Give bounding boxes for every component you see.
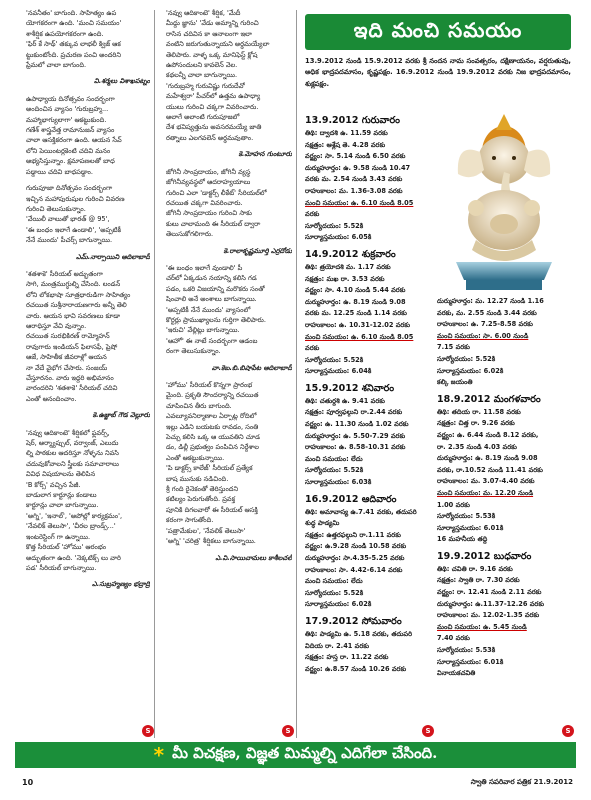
letter-line: వారందరిని 'శతశాకె' సీరియల్ చదివి [26, 384, 118, 393]
letter-line: 'వేయిలీ వాలుతో భారత్ @ 95', [26, 215, 110, 224]
schedule-line: వరకు మ. 12.25 నుండి 1.14 వరకు [305, 309, 407, 318]
letter-line: లోని పెయింటర్లకెంటి చదివి మనం [26, 146, 111, 155]
schedule-line: వరకు, మ. 2.55 నుండి 3.44 వరకు [437, 308, 537, 317]
schedule-line: మంచి సమయం: ఉ. 5.45 నుండి [437, 622, 527, 631]
letter-line: అలాగే అలాంటి గురుపూజలో [166, 113, 240, 122]
letter-line: ఉపాధ్యాయ దినోత్సవం సందర్భంగా [26, 94, 115, 103]
letter-line: తెలిపారు. వాళ్ళ ఒక్క మానిఫెస్ట్ క్లోష [166, 50, 258, 59]
letter-line: 'నేవలిక్ తెలుసా', 'చీరల బ్రాండ్స్...' [26, 522, 116, 531]
schedule-line: దుర్ముహూర్తం: సా.4.35-5.25 వరకు [305, 554, 405, 562]
letter-line: చేస్తూరనం. వారు ఇద్దరి అభిమానం [26, 374, 114, 382]
schedule-line: సూర్యోదయం: 5.53కి [437, 646, 496, 655]
ganesha-idol-image [436, 112, 572, 294]
letter-line: 'నవ్వు ఆదికాంటె' శీర్షిక, 'మేదీ [166, 9, 241, 17]
letter-line: ఇల్లు ఎడిని బయటకు రావడం, సంతి [166, 422, 259, 431]
letter-line: గురుపూజా దినోత్సవం సందర్భంగా [26, 184, 113, 193]
letter-line: 'ఈ బంధం ఇలాగే వుండాలి' పీ [166, 263, 243, 272]
letter-line: ఎంతో ఆకట్టుకున్నాయి. [166, 453, 225, 462]
letter-line: కటిల్యం పెరుగుతోంది. ప్రవక్త [166, 495, 236, 504]
schedule-line: రాహుకాలం: మ. 12.02-1.35 వరకు [437, 611, 540, 620]
letter-line: 'శతశాకె' సీరియల్ అద్భుతంగా [26, 269, 103, 278]
letter-line: తెలుసుకోగలిగారు. [166, 230, 214, 239]
letter-line: సాగి, మంత్రముగ్ధుల్ని చేసింది. లండన్ [26, 280, 121, 289]
s-logo-icon: S [422, 725, 434, 737]
schedule-line: వర్జ్యం: ఉ. 6.44 నుండి 8.12 వరకు, [437, 430, 539, 439]
schedule-line: వర్జ్యం: రా. 12.41 నుండి 2.11 వరకు [437, 588, 542, 597]
letter-line: దేశ భవిష్యత్తును అవసరమయ్యే జాతి [166, 123, 262, 132]
letter-line: పూనికి దిగలవారో ఈ సీరియల్ ఆసక్తి [166, 505, 258, 514]
schedule-line: సూర్యాస్తమయం: 6.01కి [437, 657, 504, 666]
letter-line: 'అగ్ని', 'ఇనాల్', 'అపోల్లో కార్యక్రమం', [26, 511, 123, 520]
letter-line: రాసిన చదివిన కా ఆనాలంగా ఇలా [166, 29, 252, 38]
schedule-line: సూర్యాస్తమయం: 6.01కి [437, 523, 504, 532]
schedule-line: మంచి సమయం: ఉ. 6.10 నుండి 8.05 [305, 198, 414, 207]
page-number: 10 [22, 778, 34, 787]
schedule-line: 16 మహనీయ తద్ది [437, 535, 488, 544]
letter-paragraph [160, 380, 292, 547]
letter-line: షించాలి అనే అంశాలు బాగున్నాయి. [166, 295, 257, 304]
letter-line: మైంది. ప్రకృతి సౌందర్యాన్ని రచయిత [166, 391, 259, 400]
schedule-line: నక్షత్రం: ఉత్తరఫల్గుని రా.1.11 వరకు [305, 530, 401, 539]
letter-line: పడ్డాయి చదివి బాధపడ్డాం. [26, 167, 93, 176]
letter-line: నేనే ముందు' పీచర్స్ బాగున్నాయి. [26, 236, 113, 245]
schedule-line: సూర్యోదయం: 5.52కి [437, 354, 496, 363]
letter-line: గురించి ఎలా 'డాక్టర్స్ లీకేట్' సీరియల్‌లో [166, 188, 267, 197]
letter-line: పడ' సీరియల్ బాగున్నాయి. [26, 563, 97, 572]
letter-line: రంగా తెలుసుకున్నాం. [166, 347, 221, 356]
letter-line: చదువుకోవాలని స్త్రీలకు సమాచారాలు [26, 459, 119, 468]
schedule-line: మంచి సమయం: లేదు [305, 454, 363, 463]
schedule-line: తిథి: త్రయోదశి మ. 1.17 వరకు [305, 262, 391, 271]
letter-line: ఇంటరెస్టింగ్ గా ఉన్నాయి. [26, 532, 91, 541]
schedule-line: మంచి సమయం: ఉ. 6.10 నుండి 8.05 [305, 332, 414, 341]
schedule-line: వరకు మ. 2.54 నుండి 3.43 వరకు [305, 175, 403, 184]
letter-line: 'అప్పటికీ నేనే ముందు' వ్యాసంలో [166, 305, 251, 314]
letter-line: షెర్, ఆర్మ్యాప్సుల్, వర్వాంజ్, ఎలుదు [26, 439, 119, 448]
letter-line: ఆజే, సాహితీక జీవరాళ్లో ఆయన [26, 353, 107, 362]
schedule-line: దుర్ముహూర్తం: మ. 12.27 నుండి 1.16 [437, 297, 544, 305]
letter-line: పెచ్చు కలిసి ఒక్క ఆ యువతిని చూడ [166, 433, 260, 442]
schedule-line: దుర్ముహూర్తం: ఉ. 5.50-7.29 వరకు [305, 431, 406, 440]
letter-line: ఫ్రేమలో చాలా బాగుంది. [26, 61, 87, 70]
letter-paragraph [20, 269, 150, 404]
letter-line: రచయిత సురభికిరణ్ రామ్మోహన్ [26, 332, 110, 341]
schedule-line: సూర్యాస్తమయం: 6.02కి [305, 600, 372, 609]
footer-slogan-banner [15, 742, 576, 768]
letter-signature: వి.శర్మలు విశాఖపట్నం [94, 77, 150, 86]
schedule-line: వరకు [305, 210, 320, 219]
letter-line: వంటిని జరుగుతున్నాయని అర్థమయ్యేలా [166, 40, 270, 49]
schedule-line: తిథి: పాడ్యమి ఉ. 5.18 వరకు, తదుపరి [305, 629, 413, 638]
schedule-line: 1.00 వరకు [437, 500, 470, 509]
letter-line: 'పి డాక్టర్స్ కాలేజ్' సీరియల్ ప్రత్యేక [166, 464, 253, 473]
schedule-line: సూర్యోదయం: 5.52కి [305, 355, 364, 364]
s-logo-icon: S [142, 725, 154, 737]
issue-info: స్వాతి సపరివార పత్రిక 21.9.2012 [470, 778, 573, 786]
schedule-line: వినాయకచవితి [437, 669, 476, 678]
letter-line: యోగకరంగా ఉంది. 'మంచి సమయం' [26, 19, 122, 28]
schedule-line: రా. 2.35 నుండి 4.03 వరకు [437, 442, 517, 451]
schedule-line: మంచి సమయం: లేదు [305, 577, 363, 586]
letter-line: 'ఈ బంధం ఇలాగే ఉండాలి', 'అప్పటికీ [26, 225, 122, 234]
letter-line: చర్‌లో ఏక్కడున నయాన్ని కలిసి గడ [166, 274, 257, 283]
letter-line: చూపించిన తీరు బాగుంది. [166, 401, 232, 410]
schedule-line: దుర్ముహూర్తం: ఉ. 8.19 నుండి 9.08 [305, 297, 406, 306]
schedule-line: వర్జ్యం: ఉ. 11.30 నుండి 1.02 వరకు [305, 420, 409, 429]
letter-line: జోగినీ సాంప్రదాయం గురించి సాకు [166, 209, 252, 218]
letter-line: డం, డిల్లీ ప్రభుత్వం పంపిచిన నిర్దేశాల [166, 443, 259, 452]
letter-line: 'పత్రామేకుల', 'నేవలిక్ తెలుసా' [166, 526, 246, 535]
letter-line: ల్ని పాఠకుల ఆదరిస్తూ నోళ్ళను నివసి [26, 449, 119, 458]
letter-line: రచయిత చక్కగా వివరించారు. [166, 198, 243, 207]
letter-line: 'B కోర్స్' వచ్చిన పేజీ. [26, 480, 81, 489]
schedule-line: రాహుకాలం: మ. 3.07-4.40 వరకు [437, 477, 535, 486]
letter-line: 'గురుబ్రహ్మ గురువిష్ణు గురుదేవో [166, 81, 245, 90]
letter-line: కొర్టర్లు ప్రాముఖ్యాలను గుర్తిగా తెలిపారు. [166, 315, 266, 324]
letter-signature: ఎమ్.నార్సాయిని ఆదిలాబాద్ [76, 252, 150, 261]
slogan-text: మీ విచక్షణ, విజ్ఞత మిమ్మల్ని ఎదిగేలా చేసింది. [172, 744, 438, 762]
letter-line: అద్భుతంగా ఉంది. 'నెక్కటిక్స్ లు వారి [26, 553, 121, 562]
schedule-line: తిథి: చవితి రా. 9.16 వరకు [437, 564, 513, 573]
letter-line: బాష మునుకు నడిచింది. [166, 474, 229, 483]
letter-line: చాలా ఆసక్తికరంగా ఉంది. ఆయన సేవ్ [26, 136, 122, 145]
letter-line: గురించి తెలుసుకున్నాం. [26, 204, 86, 213]
letter-paragraph [20, 428, 150, 574]
letter-paragraph [160, 167, 292, 240]
schedule-line: సూర్యాస్తమయం: 6.05కి [305, 233, 372, 242]
schedule-right [437, 296, 571, 726]
schedule-line: మంచి సమయం: మ. 12.20 నుండి [437, 488, 534, 497]
schedule-line: సూర్యోదయం: 5.52కి [305, 466, 364, 475]
letter-line: లోని లోకభాషా సూత్రధారుడిగా సాహిత్యం [26, 290, 131, 299]
schedule-line: 7.40 వరకు [437, 634, 470, 643]
schedule-line: నక్షత్రం: ఆశ్లేష తె. 4.28 వరకు [305, 140, 386, 149]
day-heading: 17.9.2012 సోమవారం [305, 615, 402, 627]
schedule-line: వర్జ్యం: ఉ.9.28 నుండి 10.58 వరకు [305, 542, 407, 551]
schedule-line: తిథి: తదియ రా. 11.58 వరకు [437, 407, 521, 416]
letter-paragraph [20, 8, 150, 70]
letter-line: అందించిన వ్యాసం 'గురుబ్రహ్మ... [26, 105, 109, 114]
column-divider [296, 10, 297, 738]
letter-signature: కె.ఉజ్జాబ్ గౌడ వెల్లూరు [92, 411, 150, 420]
schedule-line: వర్జ్యం: సా. 5.14 నుండి 6.50 వరకు [305, 152, 406, 161]
letter-line: రచయిత సుశ్రీనారాయణగారు అన్నీ తెలి [26, 301, 127, 310]
letter-line: చారు. ఆయన భావి సవరణలు కూడా [26, 311, 121, 320]
calendar-intro: 13.9.2012 నుండి 15.9.2012 వరకు శ్రీ నందన నామ సంవత్సరం, దక్షిణాయనం, వర్షరుతువు, అధిక భాద్రపదమాసం, కృష్ణపక్షం. 16.9.2012 నుండి 19.9.2012 వరకు నిజ భాద్రపదమాసం, శుక్లపక్షం. [305, 57, 571, 88]
schedule-line: శుద్ధ పాడ్యమి [305, 519, 340, 528]
schedule-line: సూర్యోదయం: 5.52కి [305, 221, 364, 230]
schedule-line: సూర్యాస్తమయం: 6.03కి [305, 478, 372, 487]
letter-line: ఇచ్చిన మహాపురుషుల గురించి వివరణ [26, 194, 125, 203]
letter-line: 'ఫిర్ కే సాథ్' తక్కువ లాభలీ క్విజ్ ఆక [26, 40, 121, 49]
letter-paragraph [160, 8, 292, 143]
letter-line: కొత్త సీరియల్ 'హోము' ఆరంభం [26, 543, 107, 552]
letter-line: యులు గురించి చక్కగా వివరించారు. [166, 102, 259, 111]
letter-line: జోగినీ సాంప్రదాయం, జోగినీ వ్యస్థ [166, 167, 251, 176]
day-heading: 16.9.2012 ఆదివారం [305, 493, 397, 505]
day-heading: 19.9.2012 బుధవారం [437, 550, 532, 562]
schedule-line: తిథి: ద్వాదశి ఉ. 11.59 వరకు [305, 129, 388, 137]
letter-paragraph [20, 183, 150, 245]
schedule-line: విదియ రా. 2.41 వరకు [305, 641, 369, 650]
schedule-line: నక్షత్రం: చిత్త రా. 9.26 వరకు [437, 419, 515, 428]
schedule-line: వర్జ్యం: ఉ.8.57 నుండి 10.26 వరకు [305, 664, 407, 673]
letter-line: నా వేదే వైభోగ చేసారు. సంజయ్ [26, 363, 108, 372]
schedule-line: సూర్యోదయం: 5.53కి [437, 512, 496, 521]
letter-line: మీద్దు జ్ఞాను' 'వేడు అమ్మాన్ని గురించి [166, 19, 259, 28]
letter-line: శాశీర్షిక ఉపయోగకరంగా ఉంది. [26, 29, 104, 38]
day-heading: 14.9.2012 శుక్రవారం [305, 248, 396, 260]
letter-line: బాడులాగ కార్టూన్లు కండాలు [26, 491, 97, 500]
schedule-line: దుర్ముహూర్తం: ఉ. 8.19 నుండి 9.08 [437, 454, 538, 463]
schedule-line: నక్షత్రం: స్వాతి రా. 7.30 వరకు [437, 576, 520, 585]
letter-line: 'ఇరుచి' వేల్లిట్లు బాగున్నాయి. [166, 326, 240, 335]
banner-title: ఇది మంచి సమయం [353, 17, 523, 42]
section-banner [305, 14, 571, 50]
letter-line: కరంగా సాగుతోంది. [166, 516, 214, 525]
letter-line: కులు చాలామంది ఈ సీరియల్ ద్వారా [166, 219, 261, 228]
letter-line: ఎవల్యూవనిర్మాణాల ఏర్పాట్ల రోదిలో [166, 412, 257, 421]
letter-line: శ్రీ గంది రైనెకంతో తెరిస్తుందని [166, 485, 239, 494]
schedule-line: రాహుకాలం: ఉ. 10.31-12.02 వరకు [305, 320, 411, 329]
column-divider [154, 10, 155, 738]
letter-line: 'నవ్వు ఆదికాంటె' శీర్షికలో ఫ్లవర్స్, [26, 428, 110, 437]
schedule-line: రాహుకాలం: మ. 1.36-3.08 వరకు [305, 186, 403, 195]
letter-signature: కె.రాలాకృష్ణమూర్తి ఎర్రదోడు [223, 246, 292, 255]
day-heading: 13.9.2012 గురువారం [305, 115, 400, 126]
star-icon: * [153, 743, 165, 767]
schedule-line: రాహుకాలం: ఉ. 8.58-10.31 వరకు [305, 443, 406, 452]
schedule-line: కల్కి జయంతి [437, 378, 473, 387]
letters-column-middle [160, 8, 292, 743]
schedule-line: వర్జ్యం: సా. 4.10 నుండి 5.44 వరకు [305, 286, 406, 295]
letter-signature: కె.మోహన గుంటూరు [238, 150, 292, 159]
schedule-line: సూర్యాస్తమయం: 6.04కి [305, 367, 372, 376]
schedule-left [305, 110, 431, 740]
letter-line: జోగినీవ్యవస్థలో ఆదరాహ్యయాలు [166, 178, 251, 187]
letter-line: అభ్యసిస్తున్నాం. క్షమాపణలతో బాధ [26, 157, 115, 166]
letter-signature: ఎ.వి.సాయిచామలు కాశీలచల్ [215, 553, 292, 562]
schedule-line: తిథి: అమావాస్య ఉ.7.41 వరకు, తదుపరి [305, 507, 417, 516]
letter-signature: ఎ.సుబ్రహ్మణ్యం భద్రాద్రి [92, 580, 150, 589]
schedule-line: తిథి: చతుర్దశి ఉ. 9.41 వరకు [305, 396, 385, 405]
letter-line: ఎంతో ఆనందించాం. [26, 394, 77, 403]
schedule-line: వరకు, రా.10.52 నుండి 11.41 వరకు [437, 465, 543, 474]
schedule-line: వరకు [305, 344, 320, 353]
letter-line: రత్నాలు ఎలగవలెన్ అర్థమవుతాం. [166, 133, 254, 142]
letters-column-left [20, 8, 150, 743]
letter-paragraph [160, 263, 292, 357]
letter-line: కార్టూన్లు చాలా బాగున్నాయి. [26, 501, 99, 510]
s-logo-icon: S [282, 725, 294, 737]
letter-line: పడం, ఒకరి విజయాన్ని మరొకరు సంతో [166, 284, 265, 293]
letter-line: 'హోము' సీరియల్‌ కొన్నగా ప్రారంభ [166, 381, 253, 389]
letter-line: 'ఆహో' ఈ నాటే సందర్భంగా ఆడంబ [166, 336, 258, 345]
schedule-line: రాహుకాలం: సా. 4.42-6.14 వరకు [305, 565, 403, 574]
schedule-line: మంచి సమయం: సా. 6.00 నుండి [437, 331, 529, 340]
schedule-line: నక్షత్రం: పూర్వఫల్గుని రా.2.44 వరకు [305, 408, 403, 417]
schedule-line: దుర్ముహూర్తం: ఉ.11.37-12.26 వరకు [437, 599, 545, 608]
letter-line: ట్టుకుంటోంది. ప్రచురణ పంచి అందరిని [26, 50, 121, 59]
schedule-line: సూర్యోదయం: 5.52కి [305, 588, 364, 597]
schedule-line: నక్షత్రం: హస్త రా. 11.22 వరకు [305, 653, 389, 662]
letter-line: వివిధ విషయాలను తెలిపిన [26, 470, 96, 479]
day-heading: 18.9.2012 మంగళవారం [437, 393, 541, 405]
letter-line: ఆరాధిస్తూ వేచి వున్నాం. [26, 321, 87, 330]
letter-line: 'నవనీతం' బాగుంది. సాహిత్యం ఉప [26, 9, 117, 17]
letter-line: 'అగ్ని' 'చరిత్ర' శీర్షికలు బాగున్నాయి. [166, 537, 256, 546]
s-logo-icon: S [562, 725, 574, 737]
letter-line: కథలన్నీ చాలా బాగున్నాయి. [166, 71, 238, 80]
schedule-line: 7.15 వరకు [437, 343, 470, 352]
schedule-line: రాహుకాలం: ఉ. 7.25-8.58 వరకు [437, 320, 533, 329]
letter-line: గణేశ్ శాస్త్రవేత్త రామానుజన్ వ్యాసం [26, 126, 115, 135]
schedule-line: నక్షత్రం: మఖ రా. 3.53 వరకు [305, 274, 385, 283]
letter-line: ఉపోసందులని కావలెన్ వెల. [166, 61, 238, 70]
letter-line: మహేశ్వరా' పీచర్‌లో ఉత్తమ ఉపాధ్యా [166, 92, 261, 101]
schedule-line: దుర్ముహూర్తం: ఉ. 9.58 నుండి 10.47 [305, 163, 411, 172]
letter-line: మహ్మాభాగ్యులాగా' ఆకట్టుకుంది. [26, 115, 107, 124]
day-heading: 15.9.2012 శనివారం [305, 382, 395, 394]
schedule-line: సూర్యాస్తమయం: 6.02కి [437, 366, 504, 375]
letter-paragraph [20, 94, 150, 177]
letter-line: రావుగారు ఇండియన్ ఫిలాసఫీ, ఫ్రెషో [26, 342, 118, 351]
letter-signature: వా.కెబ.బి.బిషాపేట ఆదిలాబాద్ [211, 363, 292, 372]
